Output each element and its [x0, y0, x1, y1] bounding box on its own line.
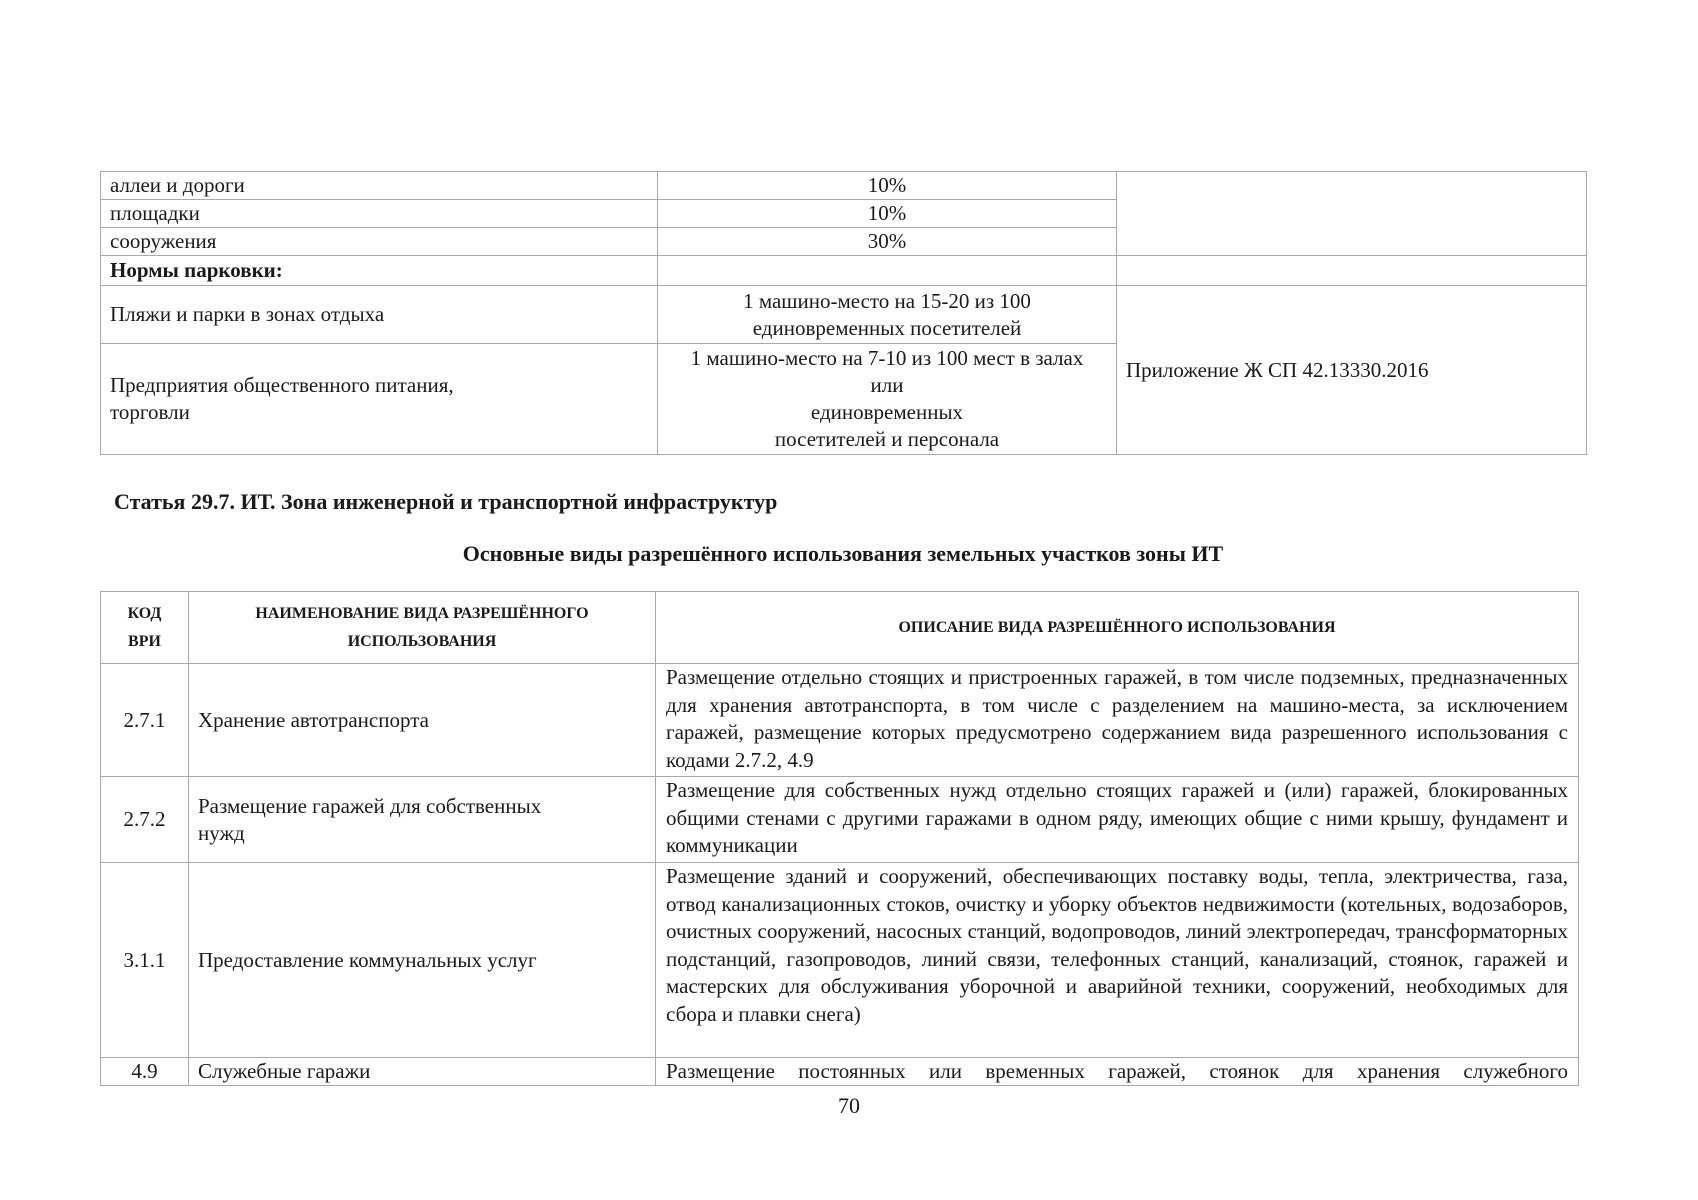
use-code: 3.1.1	[101, 863, 189, 1058]
table-row	[101, 777, 1579, 863]
column-header-description: ОПИСАНИЕ ВИДА РАЗРЕШЁННОГО ИСПОЛЬЗОВАНИЯ	[656, 592, 1579, 664]
use-name: Размещение гаражей для собственных нужд	[189, 777, 656, 863]
food-label: Предприятия общественного питания, торговли	[101, 344, 658, 455]
use-description: Размещение для собственных нужд отдельно стоящих гаражей и (или) гаражей, блокированных общими стенами с другими гаражами в одном ряду, имеющих общие с ними крышу, фундамент и коммуникации	[656, 777, 1579, 863]
food-value-line: единовременных	[810, 400, 964, 424]
use-name: Служебные гаражи	[189, 1058, 656, 1086]
header-line: КОД	[127, 604, 162, 622]
reference-cell: Приложение Ж СП 42.13330.2016	[1117, 286, 1587, 455]
header-line: ВРИ	[128, 632, 161, 650]
use-description: Размещение отдельно стоящих и пристроенных гаражей, в том числе подземных, предназначенных для хранения автотранспорта, в том числе с разделением на машино-места, за исключением гаражей, размещение которых предусмотрено содержанием вида разрешенного использования с кодами 2.7.2, 4.9	[656, 664, 1579, 777]
area-label: площадки	[101, 200, 658, 228]
food-value-line: 1 машино-место на 7-10 из 100 мест в залах	[690, 346, 1084, 370]
use-name: Предоставление коммунальных услуг	[189, 863, 656, 1058]
land-use-table	[100, 591, 1579, 1086]
food-value-line: посетителей и персонала	[774, 427, 1000, 451]
header-line: НАИМЕНОВАНИЕ ВИДА РАЗРЕШЁННОГО	[255, 604, 589, 622]
page-number: 70	[838, 1093, 860, 1118]
article-title: Статья 29.7. ИТ. Зона инженерной и транспортной инфраструктур	[114, 489, 778, 514]
table-header-row	[101, 592, 1579, 664]
parking-norms-header: Нормы парковки:	[101, 256, 658, 286]
table-row	[101, 1058, 1579, 1086]
parking-norms-table	[100, 171, 1587, 455]
empty-cell	[1117, 172, 1587, 256]
table-row	[101, 172, 1587, 200]
table-row	[101, 863, 1579, 1058]
beach-label: Пляжи и парки в зонах отдыха	[101, 286, 658, 344]
use-code: 2.7.2	[101, 777, 189, 863]
use-description: Размещение зданий и сооружений, обеспечивающих поставку воды, тепла, электричества, газа, отвод канализационных стоков, очистку и уборку объектов недвижимости (котельных, водозаборов, очистных сооружений, насосных станций, водопроводов, линий электропередач, трансформаторных подстанций, газопроводов, линий связи, телефонных станций, канализаций, стоянок, гаражей и мастерских для обслуживания уборочной и аварийной техники, сооружений, необходимых для сбора и плавки снега)	[656, 863, 1579, 1058]
area-label: аллеи и дороги	[101, 172, 658, 200]
food-value-line: или	[870, 373, 904, 397]
area-value: 10%	[658, 172, 1117, 200]
empty-cell	[1117, 256, 1587, 286]
food-value	[658, 344, 1117, 455]
section-subtitle: Основные виды разрешённого использования земельных участков зоны ИТ	[462, 541, 1224, 566]
area-value: 10%	[658, 200, 1117, 228]
table-row	[101, 664, 1579, 777]
use-code: 2.7.1	[101, 664, 189, 777]
header-line: ИСПОЛЬЗОВАНИЯ	[347, 632, 497, 650]
use-code: 4.9	[101, 1058, 189, 1086]
beach-value: 1 машино-место на 15-20 из 100 единовременных посетителей	[658, 286, 1117, 344]
use-description: Размещение постоянных или временных гаражей, стоянок для хранения служебного	[656, 1058, 1579, 1086]
area-label: сооружения	[101, 228, 658, 256]
empty-cell	[658, 256, 1117, 286]
column-header-name	[189, 592, 656, 664]
area-value: 30%	[658, 228, 1117, 256]
table-row	[101, 256, 1587, 286]
use-name: Хранение автотранспорта	[189, 664, 656, 777]
table-row	[101, 286, 1587, 344]
column-header-code	[101, 592, 189, 664]
